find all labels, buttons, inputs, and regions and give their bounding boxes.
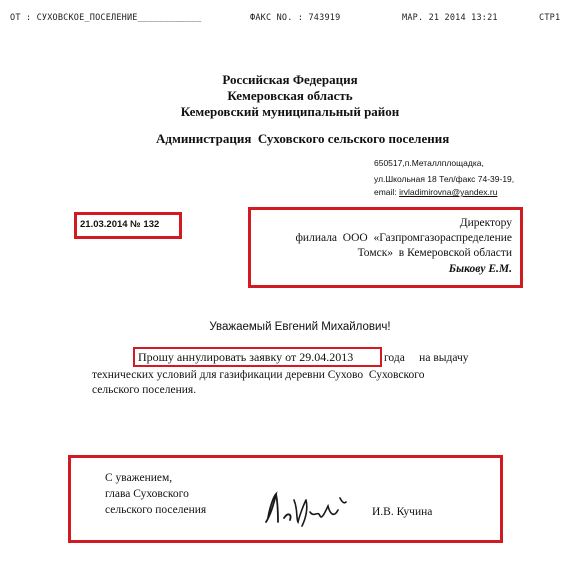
- greeting: Уважаемый Евгений Михайлович!: [209, 321, 391, 333]
- body-line-2: технических условий для газификации деревни Сухово Суховского: [92, 369, 425, 381]
- fax-page: СТР1: [539, 13, 561, 23]
- recipient-name: Быкову Е.М.: [448, 263, 512, 275]
- signer-position-org: сельского поселения: [105, 504, 207, 516]
- fax-number: ФАКС NO. : 743919: [250, 13, 341, 23]
- letterhead-country: Российская Федерация: [222, 72, 358, 87]
- email-label: email:: [374, 187, 397, 197]
- signer-name: И.В. Кучина: [372, 506, 433, 518]
- letterhead-administration: Администрация Суховского сельского поселения: [156, 131, 450, 146]
- letterhead-district: Кемеровский муниципальный район: [180, 104, 400, 119]
- fax-from: ОТ : СУХОВСКОЕ_ПОСЕЛЕНИЕ____________: [10, 13, 202, 23]
- fax-date-time: МАР. 21 2014 13:21: [402, 13, 498, 23]
- closing-regards: С уважением,: [105, 472, 173, 484]
- letterhead-region: Кемеровская область: [227, 88, 353, 103]
- body-line-3: сельского поселения.: [92, 384, 197, 396]
- email-link[interactable]: irvladimirovna@yandex.ru: [399, 187, 498, 197]
- request-text: Прошу аннулировать заявку от 29.04.2013: [138, 350, 354, 364]
- recipient-title: Директору: [459, 217, 512, 229]
- address-line2: ул.Школьная 18 Тел/факс 74-39-19,: [374, 174, 515, 184]
- address-email-line: [374, 187, 497, 197]
- recipient-org: филиала ООО «Газпромгазораспределение: [295, 232, 512, 244]
- request-text-continuation: года на выдачу: [384, 352, 469, 364]
- address-line1: 650517,п.Металлплощадка,: [374, 158, 484, 168]
- ref-date-number: 21.03.2014 № 132: [80, 219, 160, 230]
- handwritten-signature: [248, 488, 368, 532]
- signer-position: глава Суховского: [105, 488, 189, 500]
- recipient-org-region: Томск» в Кемеровской области: [357, 247, 512, 259]
